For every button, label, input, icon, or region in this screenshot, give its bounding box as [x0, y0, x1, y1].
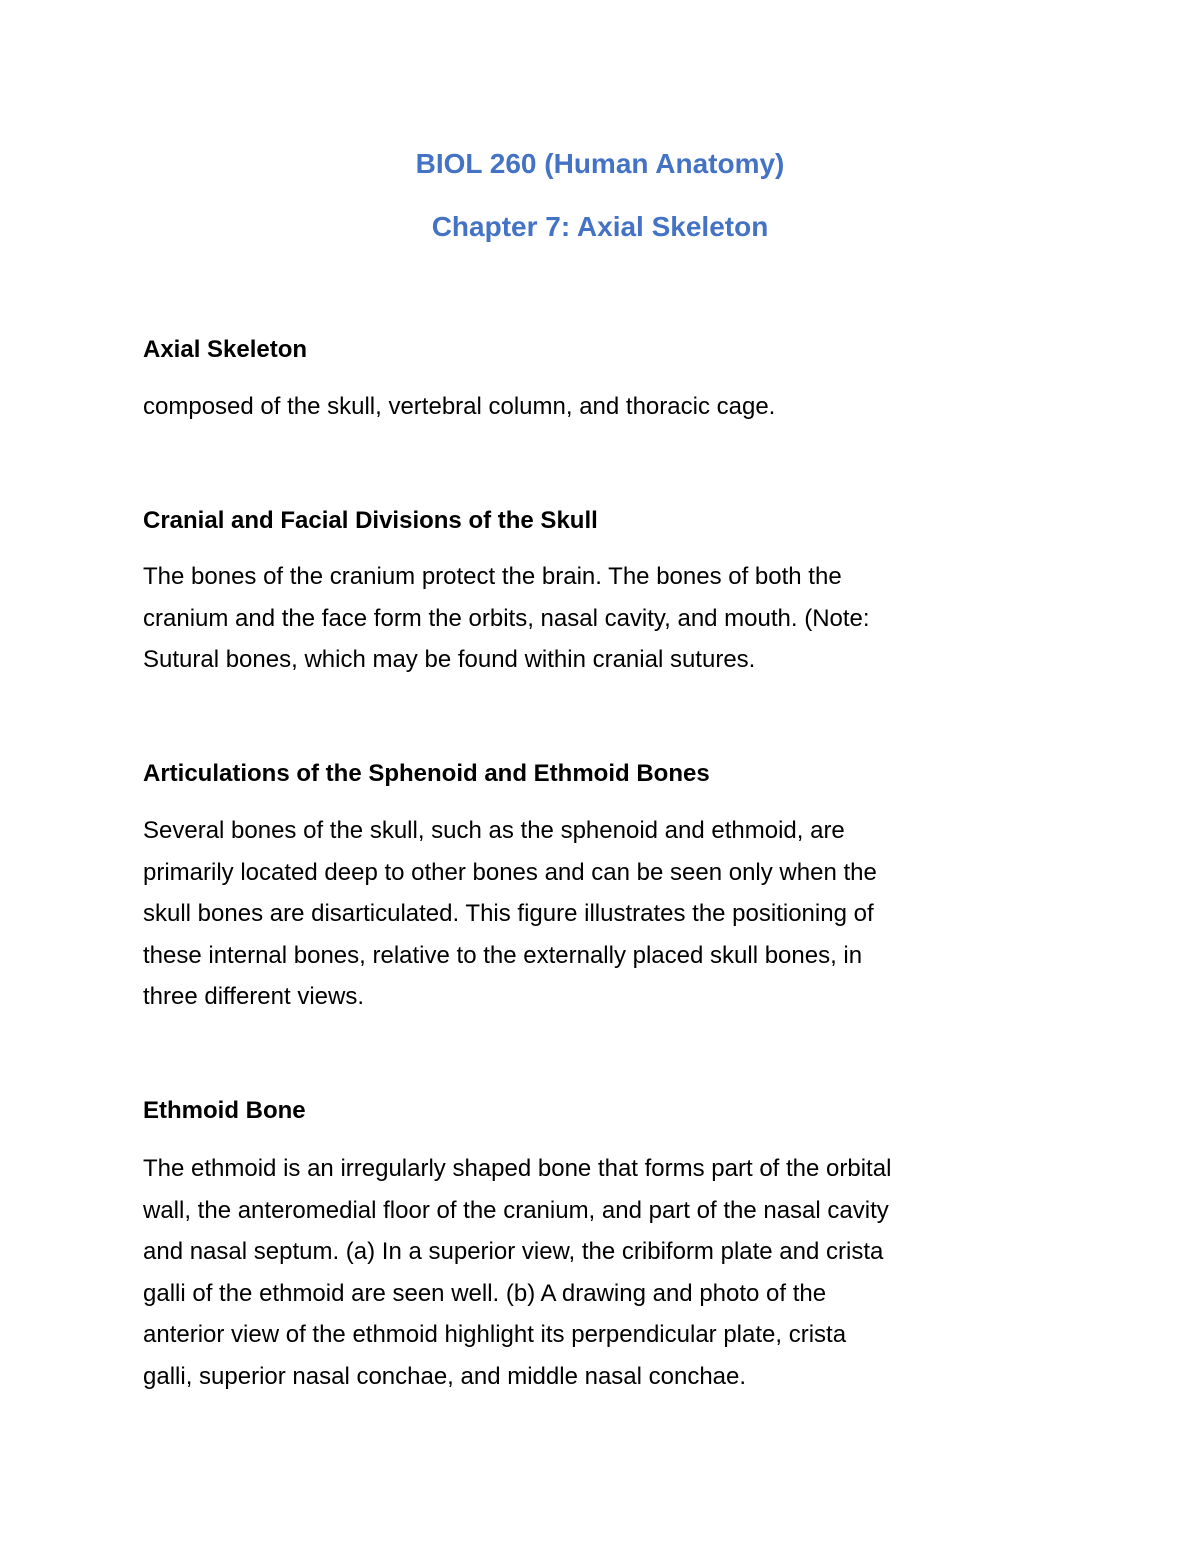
paragraph-line: The ethmoid is an irregularly shaped bone that forms part of the orbital: [143, 1155, 892, 1182]
paragraph-line: skull bones are disarticulated. This figure illustrates the positioning of: [143, 900, 874, 927]
paragraph-line: composed of the skull, vertebral column, and thoracic cage.: [143, 393, 776, 420]
section-body-sphenoid-ethmoid-articulations: [143, 810, 1063, 1018]
paragraph-line: and nasal septum. (a) In a superior view, the cribiform plate and crista: [143, 1238, 884, 1265]
chapter-title: Chapter 7: Axial Skeleton: [431, 211, 769, 242]
document-title: BIOL 260 (Human Anatomy): [415, 148, 785, 179]
section-heading-cranial-facial-divisions: Cranial and Facial Divisions of the Skull: [143, 507, 598, 534]
section-body-cranial-facial-divisions: [143, 556, 1063, 681]
paragraph-line: galli, superior nasal conchae, and middle nasal conchae.: [143, 1362, 747, 1390]
paragraph-line: The bones of the cranium protect the brain. The bones of both the: [143, 563, 842, 590]
paragraph-line: Several bones of the skull, such as the sphenoid and ethmoid, are: [143, 817, 845, 844]
paragraph-line: three different views.: [143, 983, 365, 1010]
paragraph-line: cranium and the face form the orbits, nasal cavity, and mouth. (Note:: [143, 604, 870, 632]
paragraph-line: Sutural bones, which may be found within cranial sutures.: [143, 646, 756, 673]
section-heading-axial-skeleton: Axial Skeleton: [143, 336, 308, 363]
section-body-ethmoid-bone: [143, 1148, 1063, 1397]
section-heading-ethmoid-bone: Ethmoid Bone: [143, 1097, 306, 1124]
section-body-axial-skeleton: [143, 386, 1063, 428]
paragraph-line: primarily located deep to other bones and can be seen only when the: [143, 858, 877, 886]
paragraph-line: anterior view of the ethmoid highlight its perpendicular plate, crista: [143, 1321, 847, 1348]
section-heading-sphenoid-ethmoid-articulations: Articulations of the Sphenoid and Ethmoid Bones: [143, 760, 710, 787]
paragraph-line: wall, the anteromedial floor of the cranium, and part of the nasal cavity: [143, 1196, 889, 1224]
paragraph-line: galli of the ethmoid are seen well. (b) A drawing and photo of the: [143, 1279, 827, 1307]
paragraph-line: these internal bones, relative to the externally placed skull bones, in: [143, 941, 863, 969]
